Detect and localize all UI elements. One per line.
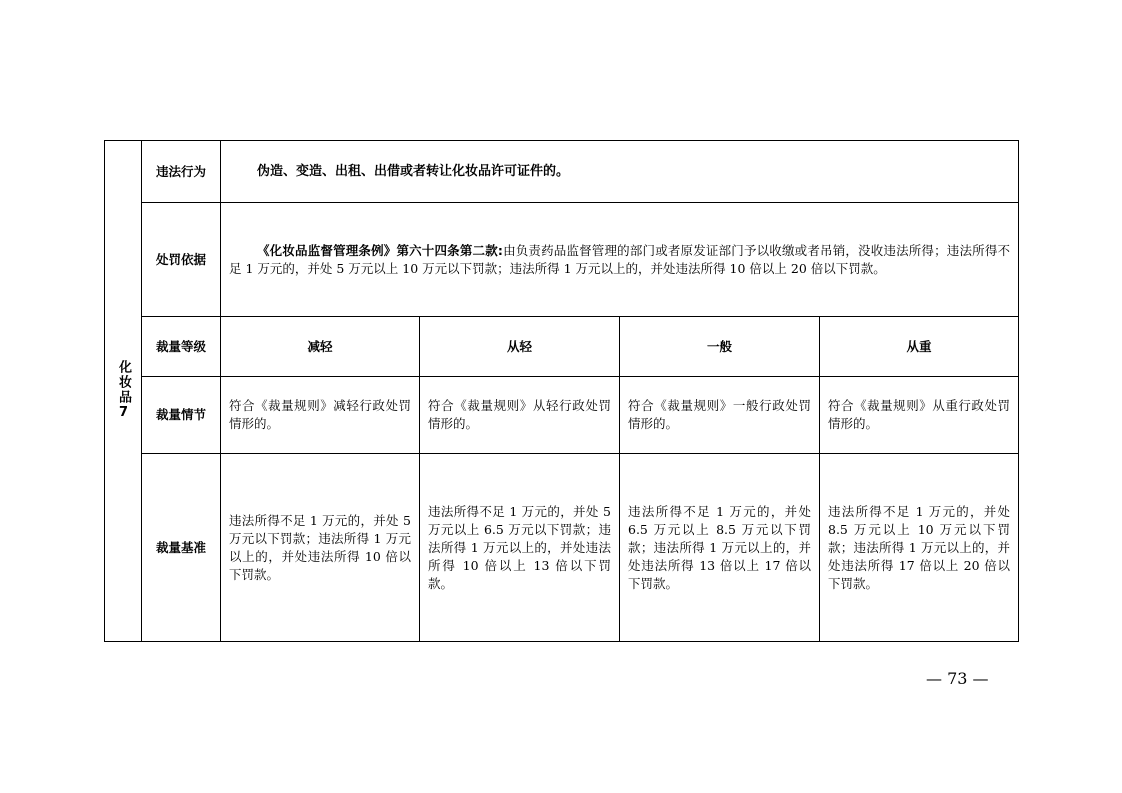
standard-text: 违法所得不足 1 万元的，并处 5 万元以上 6.5 万元以下罚款；违法所得 1 万元以上的，并处违法所得 10 倍以上 13 倍以下罚款。	[428, 503, 611, 591]
category-label: 化妆品7	[116, 360, 131, 422]
basis-label: 处罚依据	[142, 203, 221, 317]
level-lenient: 从轻	[420, 317, 620, 377]
level-mitigated: 减轻	[221, 317, 420, 377]
page-number: — 73 —	[926, 669, 989, 688]
standard-text: 违法所得不足 1 万元的，并处 8.5 万元以上 10 万元以下罚款；违法所得 1 万元以上的，并处违法所得 17 倍以上 20 倍以下罚款。	[828, 503, 1010, 591]
basis-lead: 《化妆品监督管理条例》第六十四条第二款:	[257, 242, 503, 258]
category-cell	[105, 141, 142, 641]
level-general: 一般	[620, 317, 820, 377]
circumstance-cell-severe	[820, 377, 1018, 454]
circumstance-cell-lenient	[420, 377, 620, 454]
level-severe: 从重	[820, 317, 1018, 377]
violation-text: 伪造、变造、出租、出借或者转让化妆品许可证件的。	[221, 141, 1018, 203]
basis-cell	[221, 203, 1018, 317]
standard-cell-severe	[820, 454, 1018, 641]
basis-paragraph	[229, 242, 1010, 278]
circumstance-cell-mitigated	[221, 377, 420, 454]
standards-label: 裁量基准	[142, 454, 221, 641]
circumstances-label: 裁量情节	[142, 377, 221, 454]
circumstance-text: 符合《裁量规则》减轻行政处罚情形的。	[229, 398, 411, 431]
standard-cell-general	[620, 454, 820, 641]
standard-text: 违法所得不足 1 万元的，并处 5 万元以下罚款；违法所得 1 万元以上的，并处违法所得 10 倍以下罚款。	[229, 512, 411, 582]
levels-label: 裁量等级	[142, 317, 221, 377]
circumstance-text: 符合《裁量规则》从轻行政处罚情形的。	[428, 398, 611, 431]
standard-cell-mitigated	[221, 454, 420, 641]
circumstance-cell-general	[620, 377, 820, 454]
violation-label: 违法行为	[142, 141, 221, 203]
basis-text: 由负责药品监督管理的部门或者原发证部门予以收缴或者吊销，没收违法所得；违法所得不足 1 万元的，并处 5 万元以上 10 万元以下罚款；违法所得 1 万元以上的，并处违法所得 10 倍以上 20 倍以下罚款。	[229, 242, 1011, 276]
circumstance-text: 符合《裁量规则》一般行政处罚情形的。	[628, 398, 811, 431]
standard-text: 违法所得不足 1 万元的，并处 6.5 万元以上 8.5 万元以下罚款；违法所得 1 万元以上的，并处违法所得 13 倍以上 17 倍以下罚款。	[628, 503, 811, 591]
standard-cell-lenient	[420, 454, 620, 641]
penalty-table	[104, 140, 1019, 642]
circumstance-text: 符合《裁量规则》从重行政处罚情形的。	[828, 398, 1010, 431]
